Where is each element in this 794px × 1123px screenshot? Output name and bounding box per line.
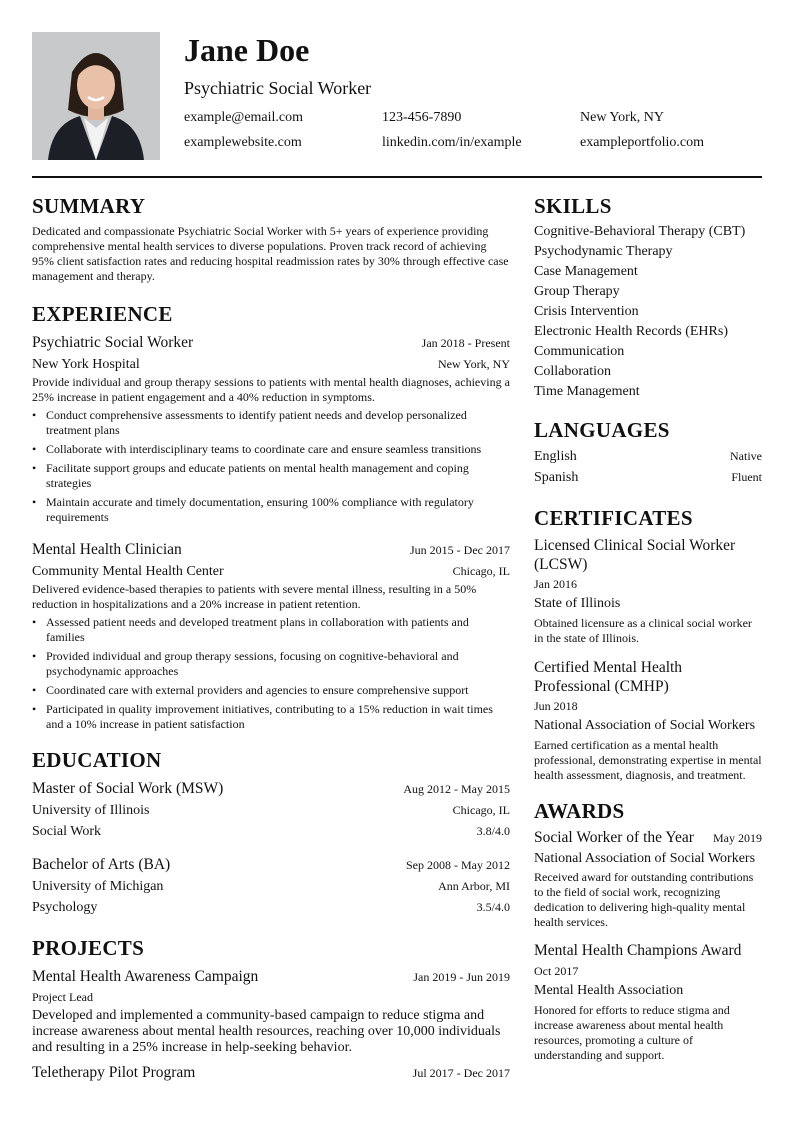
contact-info — [184, 108, 764, 158]
list-item: • Conduct comprehensive assessments to identify patient needs and develop personalized treatment plans — [32, 408, 510, 438]
job-location: New York, NY — [437, 357, 510, 371]
profile-photo — [32, 32, 160, 160]
projects-section — [32, 934, 510, 1084]
award-name: Mental Health Champions Award — [534, 942, 742, 959]
certificate-description: Obtained licensure as a clinical social worker in the state of Illinois. — [534, 616, 752, 645]
resume-header — [32, 32, 762, 160]
contact-email[interactable]: example@email.com — [184, 110, 304, 125]
certificate-date: Jun 2018 — [534, 699, 578, 713]
education-section — [32, 746, 510, 918]
school-location: Chicago, IL — [452, 803, 510, 817]
project-name: Teletherapy Pilot Program — [32, 1064, 196, 1081]
list-item: • Collaborate with interdisciplinary teams to coordinate care and ensure seamless transitions — [32, 442, 510, 457]
right-column — [534, 192, 762, 1063]
education-entry — [32, 854, 510, 918]
skill-item: Electronic Health Records (EHRs) — [534, 324, 728, 339]
experience-entry — [32, 332, 510, 525]
award-date: May 2019 — [713, 831, 762, 845]
job-role: Mental Health Clinician — [32, 541, 182, 558]
award-description: Honored for efforts to reduce stigma and increase awareness about mental health resources, promoting a culture of understanding and support. — [534, 1003, 730, 1062]
award-issuer: Mental Health Association — [534, 983, 684, 998]
field-of-study: Psychology — [32, 900, 98, 915]
education-dates: Aug 2012 - May 2015 — [403, 782, 510, 796]
skill-item: Group Therapy — [534, 284, 620, 299]
certificate-issuer: National Association of Social Workers — [534, 718, 756, 733]
language-name: English — [534, 449, 577, 464]
section-heading: SUMMARY — [32, 194, 146, 218]
school: University of Michigan — [32, 879, 164, 894]
list-item: • Maintain accurate and timely documentation, ensuring 100% compliance with regulatory requirements — [32, 495, 510, 525]
left-column — [32, 192, 510, 1084]
job-bullets — [32, 615, 510, 732]
project-dates: Jul 2017 - Dec 2017 — [412, 1066, 510, 1080]
header-divider — [32, 176, 762, 178]
certificate-date: Jan 2016 — [534, 577, 577, 591]
section-heading: EXPERIENCE — [32, 302, 173, 326]
school-location: Ann Arbor, MI — [438, 879, 510, 893]
contact-linkedin[interactable]: linkedin.com/in/example — [382, 135, 522, 150]
section-heading: LANGUAGES — [534, 418, 670, 442]
contact-portfolio[interactable]: exampleportfolio.com — [580, 135, 705, 150]
job-description: Delivered evidence-based therapies to patients with severe mental illness, resulting in a 50% reduction in hospitalizations and a 20% increase in patient retention. — [32, 582, 477, 611]
section-heading: EDUCATION — [32, 748, 162, 772]
summary-section — [32, 192, 510, 284]
experience-section — [32, 300, 510, 732]
gpa: 3.5/4.0 — [476, 900, 510, 914]
list-item: • Provided individual and group therapy sessions, focusing on cognitive-behavioral and psychodynamic approaches — [32, 649, 510, 679]
award-date: Oct 2017 — [534, 964, 579, 978]
job-role: Psychiatric Social Worker — [32, 334, 194, 351]
list-item: • Coordinated care with external providers and agencies to ensure comprehensive support — [32, 683, 510, 698]
skills-list — [534, 222, 762, 402]
contact-phone[interactable]: 123-456-7890 — [382, 110, 462, 125]
awards-section — [534, 797, 762, 1063]
award-name: Social Worker of the Year — [534, 829, 694, 846]
section-heading: CERTIFICATES — [534, 506, 693, 530]
list-item: • Participated in quality improvement initiatives, contributing to a 15% reduction in wait times and a 10% increase in patient satisfaction — [32, 702, 510, 732]
skill-item: Case Management — [534, 264, 638, 279]
language-name: Spanish — [534, 470, 579, 485]
project-dates: Jan 2019 - Jun 2019 — [413, 970, 510, 984]
person-portrait-icon — [32, 32, 160, 160]
list-item: • Assessed patient needs and developed treatment plans in collaboration with patients and families — [32, 615, 510, 645]
award-entry — [534, 940, 762, 1063]
experience-entry — [32, 539, 510, 732]
candidate-title: Psychiatric Social Worker — [184, 78, 372, 98]
award-description: Received award for outstanding contributions to the field of social work, recognizing dedication to delivering high-quality mental health services. — [534, 870, 754, 929]
section-heading: AWARDS — [534, 799, 625, 823]
skill-item: Cognitive-Behavioral Therapy (CBT) — [534, 224, 746, 239]
list-item: • Facilitate support groups and educate patients on mental health management and coping strategies — [32, 461, 510, 491]
summary-text: Dedicated and compassionate Psychiatric Social Worker with 5+ years of experience providing comprehensive mental health services to diverse populations. Proven track record of achieving 95% client satisfaction rates and reducing hospital readmission rates by 30% through effective case management and therapy. — [32, 224, 509, 283]
skill-item: Psychodynamic Therapy — [534, 244, 673, 259]
candidate-name: Jane Doe — [184, 32, 310, 68]
contact-website[interactable]: examplewebsite.com — [184, 135, 302, 150]
job-description: Provide individual and group therapy sessions to patients with mental health diagnoses, achieving a 25% increase in patient engagement and a 40% reduction in symptoms. — [32, 375, 510, 404]
job-dates: Jun 2015 - Dec 2017 — [410, 543, 510, 557]
skill-item: Communication — [534, 344, 625, 359]
school: University of Illinois — [32, 803, 150, 818]
certificates-section — [534, 504, 762, 783]
project-description: Developed and implemented a community-based campaign to reduce stigma and increase awareness about mental health resources, reaching over 10,000 individuals and resulting in a 25% increase in help-seeking behavior. — [32, 1008, 501, 1055]
job-bullets — [32, 408, 510, 525]
certificate-entry — [534, 536, 762, 646]
project-role: Project Lead — [32, 990, 93, 1004]
language-level: Native — [730, 449, 762, 463]
job-organization: Community Mental Health Center — [32, 564, 224, 579]
language-item — [534, 467, 762, 488]
certificate-name: Certified Mental Health Professional (CMHP) — [534, 659, 683, 695]
job-dates: Jan 2018 - Present — [421, 336, 510, 350]
skill-item: Collaboration — [534, 364, 611, 379]
certificate-name: Licensed Clinical Social Worker (LCSW) — [534, 537, 736, 573]
section-heading: SKILLS — [534, 194, 612, 218]
degree: Bachelor of Arts (BA) — [32, 856, 171, 873]
skill-item: Time Management — [534, 384, 640, 399]
contact-location: New York, NY — [580, 110, 665, 125]
section-heading: PROJECTS — [32, 936, 145, 960]
skill-item: Crisis Intervention — [534, 304, 639, 319]
languages-section — [534, 416, 762, 488]
job-organization: New York Hospital — [32, 357, 140, 372]
gpa: 3.8/4.0 — [476, 824, 510, 838]
certificate-entry — [534, 658, 762, 783]
award-issuer: National Association of Social Workers — [534, 851, 756, 866]
degree: Master of Social Work (MSW) — [32, 780, 224, 797]
education-dates: Sep 2008 - May 2012 — [406, 858, 510, 872]
job-location: Chicago, IL — [452, 564, 510, 578]
project-entry — [32, 1062, 510, 1084]
education-entry — [32, 778, 510, 842]
language-item — [534, 446, 762, 467]
field-of-study: Social Work — [32, 824, 101, 839]
project-name: Mental Health Awareness Campaign — [32, 968, 259, 985]
certificate-description: Earned certification as a mental health professional, demonstrating expertise in mental health assessment, diagnosis, and treatment. — [534, 738, 762, 782]
language-level: Fluent — [731, 470, 762, 484]
award-entry — [534, 827, 762, 930]
skills-section — [534, 192, 762, 402]
certificate-issuer: State of Illinois — [534, 596, 621, 611]
project-entry — [32, 966, 510, 1056]
